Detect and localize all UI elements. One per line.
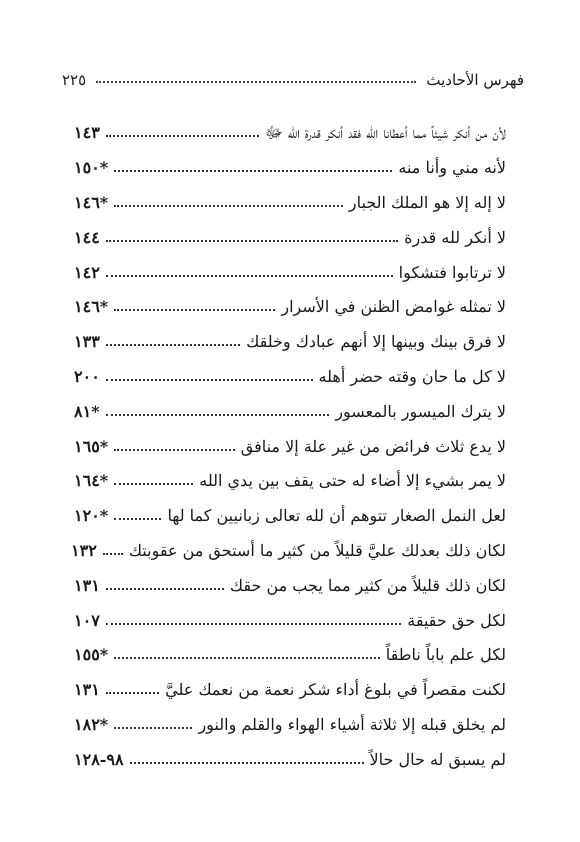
entry-page-ref: *١٥٥ <box>74 645 109 665</box>
entry-page-ref: ١٣٢ <box>71 540 97 560</box>
entry-text: لم يخلق قبله إلا ثلاثة أشياء الهواء والقلم والنور <box>198 714 506 734</box>
entry-page-ref: *١٤٦ <box>74 192 109 212</box>
leader-dots <box>114 449 235 451</box>
entry-text: لكل حق حقيقة <box>407 610 506 630</box>
entry-page-ref: ١٤٤ <box>74 227 100 247</box>
index-entry <box>71 534 506 569</box>
index-entry <box>74 325 506 360</box>
leader-dots <box>106 344 240 346</box>
entry-page-ref: ٢٠٠ <box>74 366 100 386</box>
leader-dots <box>106 379 313 381</box>
header-leader-dots <box>96 81 416 83</box>
entry-text: لم يسبق له حال حالاً <box>369 749 506 769</box>
entry-text: لأنه مني وأنا منه <box>398 158 506 178</box>
entry-page-ref: *١٢٠ <box>74 506 109 526</box>
index-entry <box>74 708 506 743</box>
hadith-index-list <box>71 116 506 777</box>
entry-text: لا يدع ثلاث فرائض من غير علة إلا منافق <box>240 436 506 456</box>
leader-dots <box>114 483 193 485</box>
entry-text: لا إله إلا هو الملك الجبار <box>348 192 506 212</box>
leader-dots <box>106 588 224 590</box>
entry-page-ref: *١٥٠ <box>74 158 109 178</box>
entry-page-ref: ١٠٧ <box>74 610 100 630</box>
entry-text: لا يمر بشيء إلا أضاء له حتى يقف بين يدي الله <box>199 471 506 491</box>
index-entry <box>74 638 506 673</box>
entry-page-ref: *١٦٥ <box>74 436 109 456</box>
entry-text: لا أنكر لله قدرة <box>404 227 506 247</box>
leader-dots <box>106 414 330 416</box>
entry-text: لا كل ما حان وقته حضر أهله <box>318 366 506 386</box>
running-header <box>62 68 524 92</box>
index-entry <box>74 464 506 499</box>
index-entry <box>74 394 506 429</box>
index-entry <box>74 255 506 290</box>
entry-text: لكان ذلك بعدلك عليَّ قليلاً من كثير ما أستحق من عقوبتك <box>128 540 506 560</box>
leader-dots <box>106 623 402 625</box>
leader-dots <box>106 275 393 277</box>
entry-page-ref: ١٣١ <box>74 680 100 700</box>
entry-page-ref: ٩٨-١٢٨ <box>74 749 124 769</box>
index-entry <box>74 673 506 708</box>
leader-dots <box>114 518 161 520</box>
leader-dots <box>114 657 380 659</box>
entry-text: لكل علم باباً ناطقاً <box>385 645 506 665</box>
entry-text: لا ترتابوا فتشكوا <box>398 262 506 282</box>
leader-dots <box>106 692 159 694</box>
index-entry <box>74 151 506 186</box>
index-entry <box>74 186 506 221</box>
entry-page-ref: *٨١ <box>74 401 100 421</box>
leader-dots <box>103 553 123 555</box>
leader-dots <box>114 205 343 207</box>
index-entry <box>74 220 506 255</box>
entry-text: لا فرق بينك وبينها إلا أنهم عبادك وخلقك <box>246 332 506 352</box>
leader-dots <box>106 135 259 137</box>
page-number: ٢٢٥ <box>62 71 87 89</box>
entry-page-ref: ١٤٢ <box>74 262 100 282</box>
leader-dots <box>114 309 275 311</box>
entry-page-ref: ١٣١ <box>74 575 100 595</box>
entry-page-ref: ١٣٣ <box>74 332 100 352</box>
leader-dots <box>114 170 392 172</box>
entry-page-ref: ١٤٣ <box>74 123 100 143</box>
entry-text: لأن من أنكر شيئاً مما أعطانا الله فقد أنكر قدرة الله ﷻ <box>264 123 506 143</box>
leader-dots <box>130 762 364 764</box>
index-entry <box>74 742 506 777</box>
entry-text: لكنت مقصراً في بلوغ أداء شكر نعمة من نعمك عليَّ <box>165 680 506 700</box>
index-entry <box>74 116 506 151</box>
index-entry <box>74 499 506 534</box>
index-entry <box>74 360 506 395</box>
entry-text: لا تمثله غوامض الظنن في الأسرار <box>281 297 506 317</box>
entry-text: لعل النمل الصغار تتوهم أن لله تعالى زبانيين كما لها <box>167 506 506 526</box>
index-entry <box>74 568 506 603</box>
index-entry <box>74 429 506 464</box>
entry-page-ref: *١٨٢ <box>74 714 109 734</box>
leader-dots <box>114 727 192 729</box>
entry-page-ref: *١٦٤ <box>74 471 109 491</box>
entry-text: لا يترك الميسور بالمعسور <box>335 401 506 421</box>
entry-text: لكان ذلك قليلاً من كثير مما يجب من حقك <box>229 575 506 595</box>
leader-dots <box>106 240 398 242</box>
index-entry <box>74 290 506 325</box>
index-entry <box>74 603 506 638</box>
header-title: فهرس الأحاديث <box>426 71 524 89</box>
entry-page-ref: *١٤٦ <box>74 297 109 317</box>
